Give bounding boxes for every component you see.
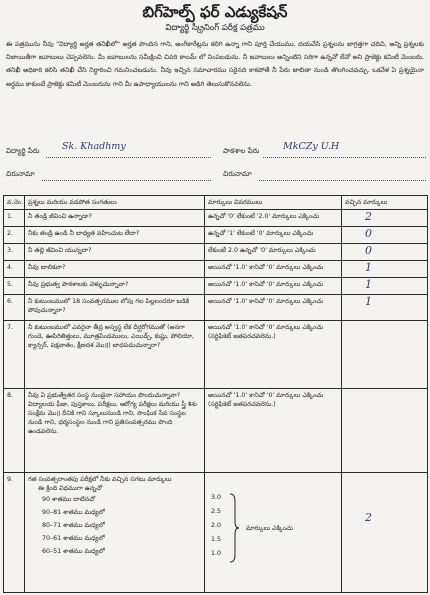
grade-list — [28, 493, 201, 561]
row-question: నీ తండ్రి జీవించి ఉన్నాడా? — [25, 210, 205, 227]
row-marks-rule: అయినచో '1.0' కానిచో '0' మార్కులు ఎక్కించు (సర్టిఫికెట్ జతపరచవలెను.) — [205, 321, 342, 389]
grade-scale-cell — [205, 473, 342, 593]
row-marks-rule: అయినచో '1.0' కానిచో '0' మార్కులు ఎక్కించు — [205, 295, 342, 321]
row-number: 8. — [4, 389, 25, 473]
table-row — [4, 473, 428, 593]
grade-item: 90 శాతము దాటినచో — [42, 496, 96, 503]
row-number: 1. — [4, 210, 25, 227]
row-question: నీకు తండ్రి ఉండి నీ బాధ్యత వహించుట లేదా? — [25, 227, 205, 244]
scale-value: 2.5 — [211, 508, 222, 515]
row-score[interactable] — [342, 210, 428, 227]
table-header-row — [4, 196, 428, 210]
row-marks-rule: అయినచో '1.0' కానిచో '0' మార్కులు ఎక్కించు — [205, 261, 342, 278]
scale-value: 1.0 — [211, 550, 222, 557]
school-address-label: చిరునామా — [223, 170, 252, 178]
scale-value: 2.0 — [211, 522, 222, 529]
student-name-value: Sk. Khadhmy — [62, 141, 126, 152]
table-row — [4, 295, 428, 321]
screening-table — [3, 195, 428, 593]
table-row — [4, 321, 428, 389]
grade-item: 70–61 శాతము మధ్యలో — [42, 535, 105, 542]
row-marks-rule: అయినచో '1.0' కానిచో '0' మార్కులు ఎక్కించు — [205, 278, 342, 295]
row-number: 9. — [4, 473, 25, 593]
scale-value: 1.5 — [211, 536, 222, 543]
row-question: నీ కుటుంబములో 18 సంవత్సరముల లోపు గల పిల్లలందరూ బడికి పోవుచున్నారా? — [25, 295, 205, 321]
header-marks-obtained: వచ్చిన మార్కులు — [342, 196, 428, 210]
table-row — [4, 210, 428, 227]
score-mark: 1 — [365, 278, 372, 291]
student-name-label: విద్యార్థి పేరు — [6, 147, 40, 155]
score-mark: 2 — [365, 511, 372, 524]
grade-intro: ఈ క్రింది విధముగా ఉన్నచో — [38, 485, 103, 492]
form-title: బిగ్‌హెల్ప్ ఫర్ ఎడ్యుకేషన్ — [142, 3, 288, 21]
row-score[interactable] — [342, 227, 428, 244]
header-serial: వ.నెం. — [4, 196, 25, 210]
instructions-paragraph: ఈ పత్రమును నీవు "విద్యార్థి అర్హత తనిఖీలో" అర్హత పొందిన గాని, అంగీకారేట్లను కలిగి ఉన్నా గాని పూర్తి చేయుము, దయచేసి ప్రశ్నలను జాగ్రత్తగా చదివి, అన్ని ప్రశ్నలకు నిజాయితీగా జవాబులు చెప్పవలెను. మీ జవాబులను సమీక్షించి చివరి కాలమ్ లో నింపబడును. నీ జవాబులు అన్నింటిని సరిగా ఉన్నవో లేవో అని ప్రాజెక్టు కమిటీ మెంబరు, తనిఖీ అధికారి కలిసి తనిఖీ చేసి నిర్ధారించి గమనించబడును. నీవు ఇచ్చిన సమాచారము సరైనది కాకపోతే నీ పేరు జాబితా నుండి తొలగించవచ్చు. ఒకవేళ ఏ ప్రశ్నయైనా అర్థము కాకుంటే ప్రాజెక్టు కమిటీ మెంబరును గాని మీ ఉపాధ్యాయులను గాని అడిగి తెలుసుకొనవలెను. — [6, 40, 424, 88]
row-question: నీ కుటుంబములో ఎవరైనా తీవ్ర అస్వస్థ లేక దీర్ఘరోగముతో (అనగా గుండె, ఊపిరితిత్తులు, మూత్రపిండములు, ఎయిడ్స్, కుష్టు, పోలియో, క్యాన్సర్, పక్షవాతం, క్షీణదశ మొ॥) బాధపడుచున్నారా? — [25, 321, 205, 389]
school-name-value: MkCZy U.H — [283, 141, 340, 152]
row-number: 7. — [4, 321, 25, 389]
score-mark: 1 — [365, 261, 372, 274]
row-score[interactable] — [342, 261, 428, 278]
header-mark-details: మార్కులు వివరములు — [205, 196, 342, 210]
row-marks-rule: ఉన్నచో '0' లేకుంటే '2.0' మార్కులు ఎక్కించు — [205, 210, 342, 227]
row-score[interactable] — [342, 389, 428, 473]
table-row — [4, 227, 428, 244]
header-questions: ప్రశ్నలు మరియు వడపోత సంగతులు — [25, 196, 205, 210]
row-number: 6. — [4, 295, 25, 321]
table-row — [4, 261, 428, 278]
row-score[interactable] — [342, 321, 428, 389]
table-row — [4, 244, 428, 261]
row-number: 4. — [4, 261, 25, 278]
table-row — [4, 389, 428, 473]
score-mark: 0 — [365, 244, 372, 257]
row-score[interactable] — [342, 278, 428, 295]
row-question: గత సంవత్సరాంతపు పరీక్షలో నీకు వచ్చిన సగటు మార్కులు — [28, 476, 172, 483]
scale-instruction: మార్కులు ఎక్కించు — [246, 525, 293, 532]
row-number: 5. — [4, 278, 25, 295]
row-question: నీవు ఏ ప్రభుత్వేతర సంస్థ నుండైనా సహాయం పొందుచున్నావా? విద్యాలయ ఫీజు, పుస్తకాలు, పరీక్షలు, ఆరోగ్య పరీక్షలు మరియు స్త్రీ శిశు సంక్షేమ మొ॥ దీనికి గాని స్కూలునుండి గాని, సాంఘిక సేవ సంస్థల నుండి గాని, ధర్మసంస్థల నుండి గాని ప్రతిసంవత్సరము పొంది ఉండవలెను. — [25, 389, 205, 473]
score-mark: 1 — [365, 295, 372, 308]
school-name-label: పాఠశాల పేరు — [223, 147, 260, 155]
row-question: నీవు ప్రభుత్వ పాఠశాలకు వెళ్ళుచున్నావా? — [25, 278, 205, 295]
school-address-field[interactable] — [223, 170, 426, 180]
row-score[interactable] — [342, 244, 428, 261]
score-mark: 0 — [365, 227, 372, 240]
row-score[interactable] — [342, 295, 428, 321]
curly-brace-icon — [228, 493, 240, 563]
row-marks-rule: ఉన్నచో '1' లేకుంటే '0' మార్కులు ఎక్కించు — [205, 227, 342, 244]
row-marks-rule: లేకుంటే 2.0 ఉన్నచో '0' మార్కులు ఎక్కించు — [205, 244, 342, 261]
form-subtitle: విద్యార్థి స్క్రీనింగ్ పరీక్ష పత్రము — [165, 23, 265, 33]
address-label: చిరునామా — [6, 170, 35, 178]
grade-item: 80–71 శాతము మధ్యలో — [42, 522, 105, 529]
row-number: 2. — [4, 227, 25, 244]
row-score[interactable] — [342, 473, 428, 593]
row-marks-rule: అయినచో '1.0' కానిచో '0' మార్కులు ఎక్కించు (సర్టిఫికెట్ జతపరచవలెను.) — [205, 389, 342, 473]
row-question: నీవు బాలికవా? — [25, 261, 205, 278]
address-field[interactable] — [6, 170, 211, 180]
grade-item: 60–51 శాతము మధ్యలో — [42, 548, 105, 555]
grade-item: 90–81 శాతము మధ్యలో — [42, 509, 105, 516]
grade-scale — [208, 475, 338, 575]
row-question-grades — [25, 473, 205, 593]
row-question: నీ తల్లి జీవించి యున్నదా? — [25, 244, 205, 261]
row-number: 3. — [4, 244, 25, 261]
score-mark: 2 — [365, 210, 372, 223]
scale-value: 3.0 — [211, 494, 222, 501]
table-row — [4, 278, 428, 295]
